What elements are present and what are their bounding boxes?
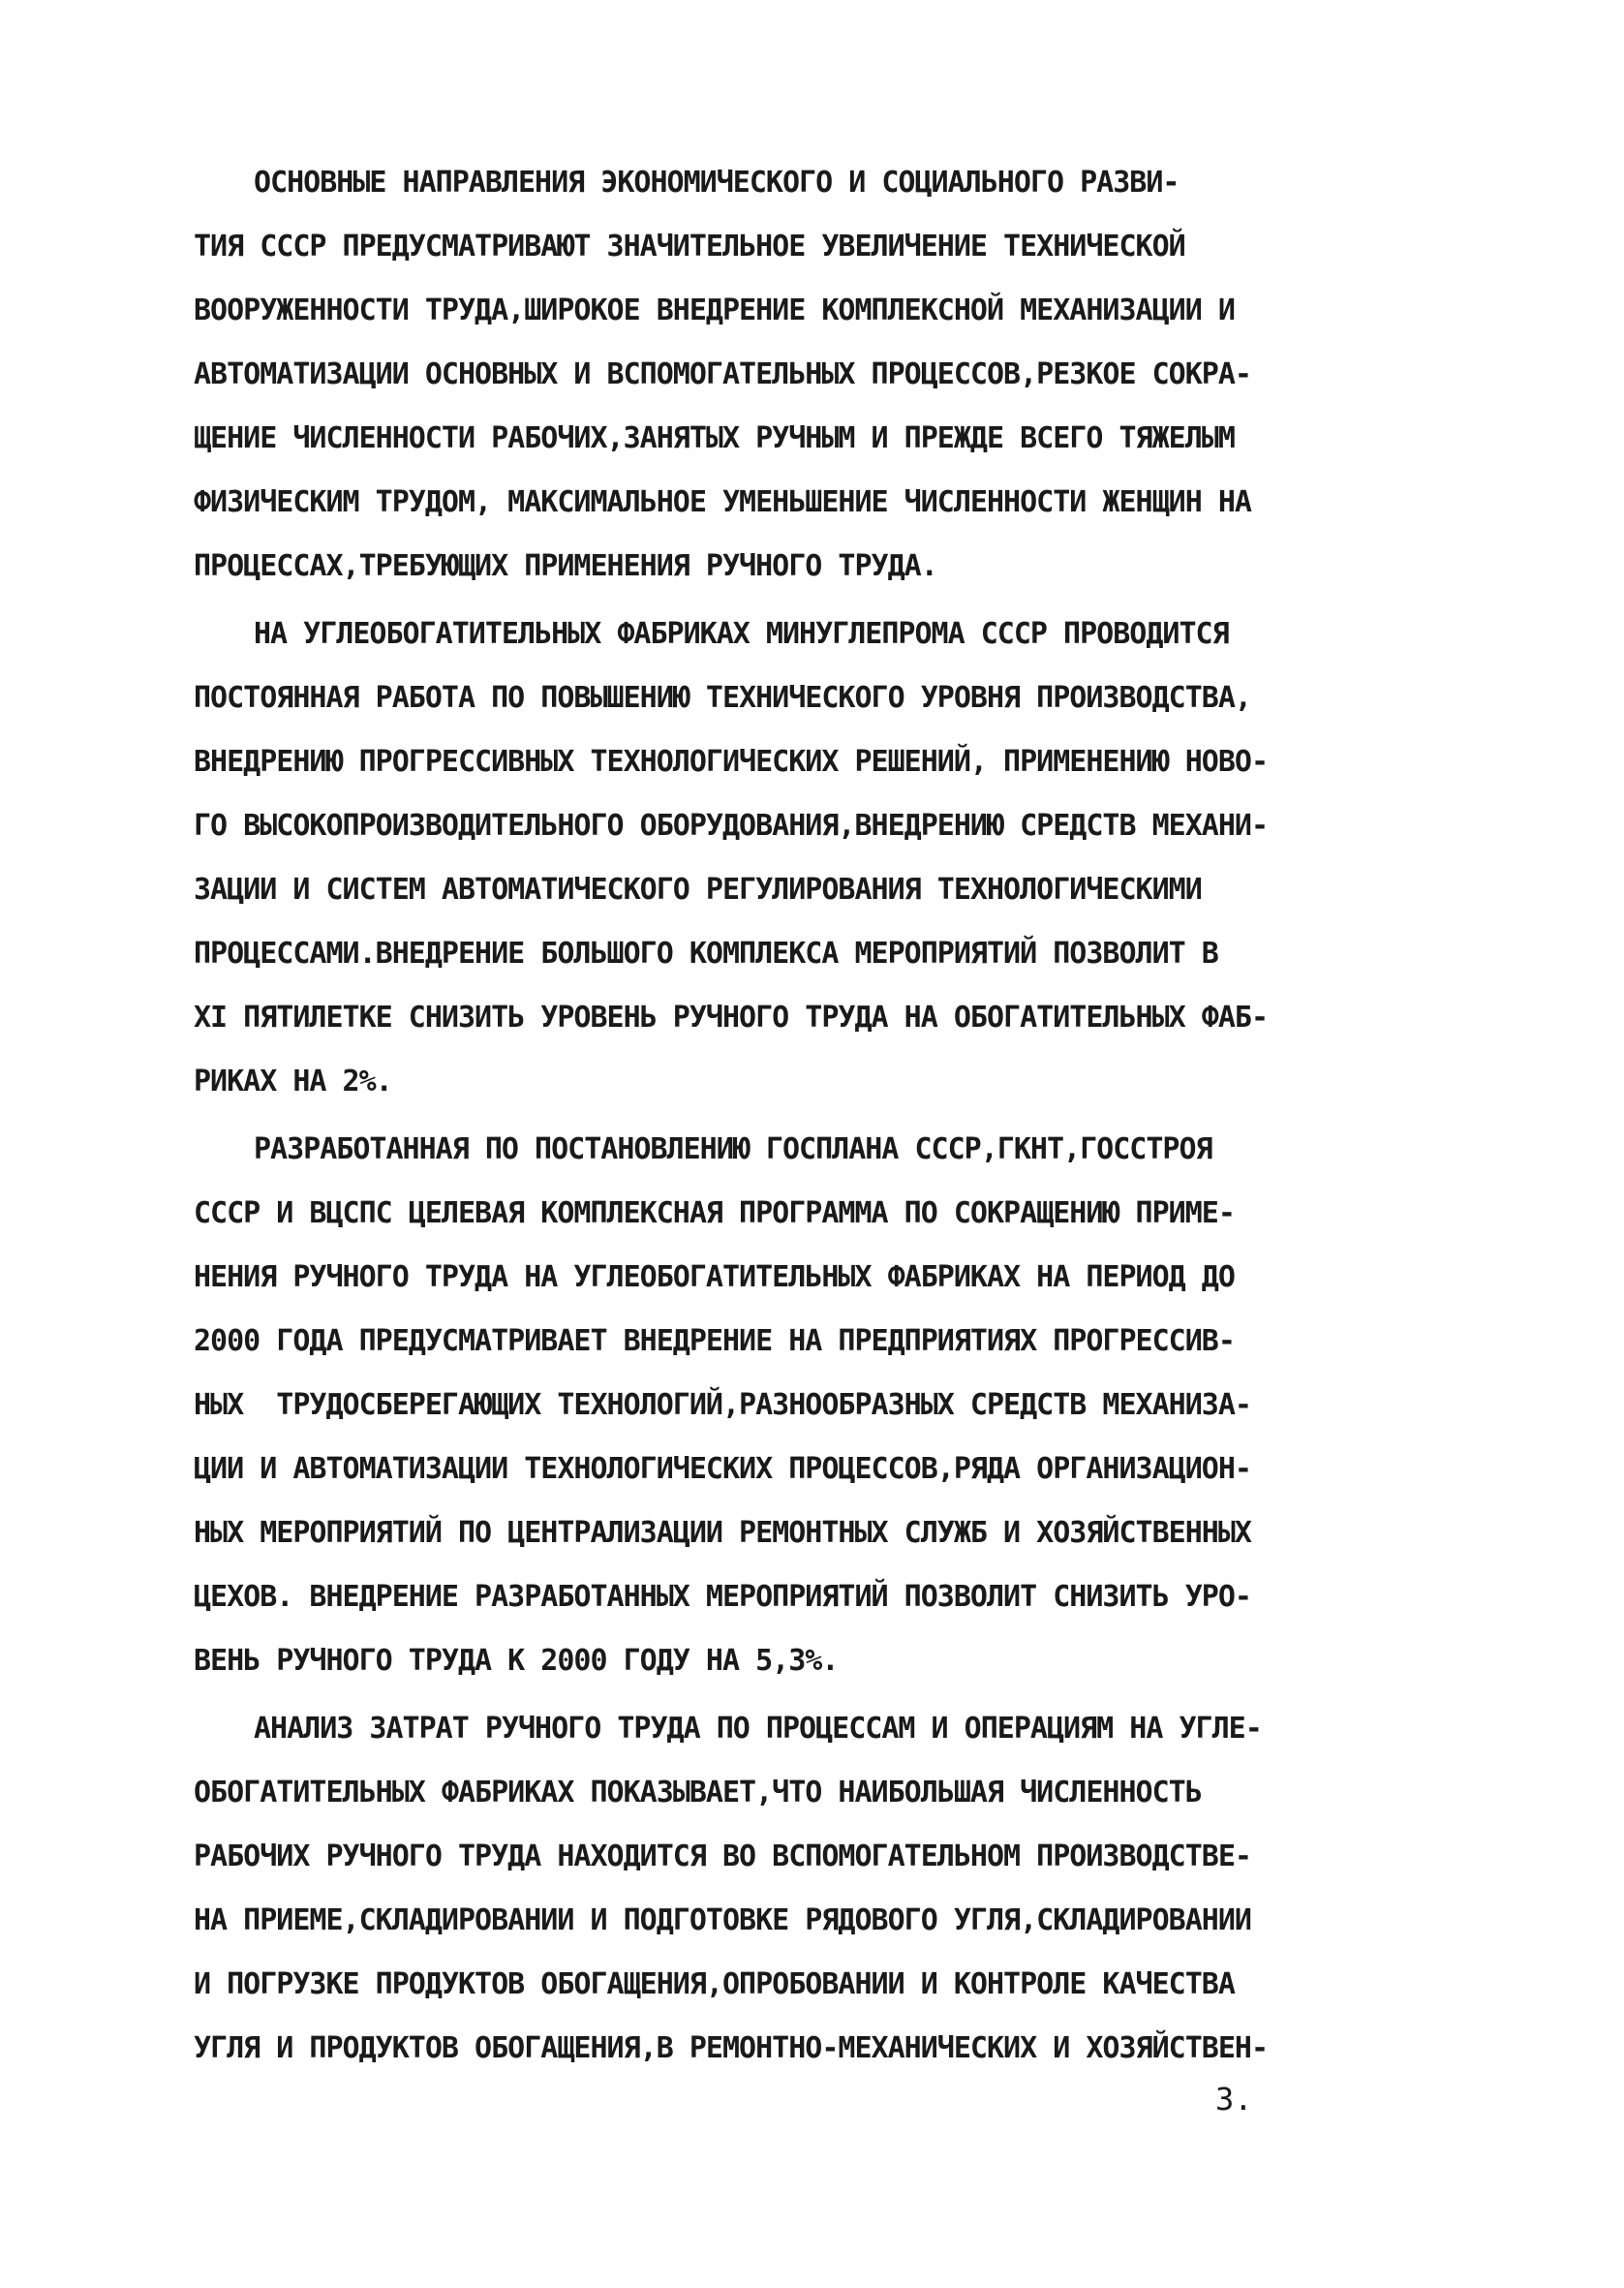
paragraph-line: ОСНОВНЫЕ НАПРАВЛЕНИЯ ЭКОНОМИЧЕСКОГО И СОЦИАЛЬНОГО РАЗВИ- bbox=[254, 166, 1180, 200]
paragraph-line: НЕНИЯ РУЧНОГО ТРУДА НА УГЛЕОБОГАТИТЕЛЬНЫХ ФАБРИКАХ НА ПЕРИОД ДО bbox=[194, 1260, 1235, 1294]
paragraph-line: НЫХ ТРУДОСБЕРЕГАЮЩИХ ТЕХНОЛОГИЙ,РАЗНООБРАЗНЫХ СРЕДСТВ МЕХАНИЗА- bbox=[194, 1388, 1251, 1422]
paragraph-line: НА ПРИЕМЕ,СКЛАДИРОВАНИИ И ПОДГОТОВКЕ РЯДОВОГО УГЛЯ,СКЛАДИРОВАНИИ bbox=[194, 1903, 1251, 1937]
paragraph-line: СССР И ВЦСПС ЦЕЛЕВАЯ КОМПЛЕКСНАЯ ПРОГРАММА ПО СОКРАЩЕНИЮ ПРИМЕ- bbox=[194, 1196, 1235, 1230]
paragraph-line: РИКАХ НА 2%. bbox=[194, 1065, 392, 1098]
paragraph-line: ПРОЦЕССАХ,ТРЕБУЮЩИХ ПРИМЕНЕНИЯ РУЧНОГО ТРУДА. bbox=[194, 549, 937, 583]
paragraph-line: ВООРУЖЕННОСТИ ТРУДА,ШИРОКОЕ ВНЕДРЕНИЕ КОМПЛЕКСНОЙ МЕХАНИЗАЦИИ И bbox=[194, 294, 1235, 327]
paragraph-line: РАБОЧИХ РУЧНОГО ТРУДА НАХОДИТСЯ ВО ВСПОМОГАТЕЛЬНОМ ПРОИЗВОДСТВЕ- bbox=[194, 1840, 1251, 1873]
paragraph-line: ВЕНЬ РУЧНОГО ТРУДА К 2000 ГОДУ НА 5,3%. bbox=[194, 1644, 839, 1678]
paragraph-line: РАЗРАБОТАННАЯ ПО ПОСТАНОВЛЕНИЮ ГОСПЛАНА СССР,ГКНТ,ГОССТРОЯ bbox=[254, 1132, 1212, 1166]
paragraph-line: ПРОЦЕССАМИ.ВНЕДРЕНИЕ БОЛЬШОГО КОМПЛЕКСА МЕРОПРИЯТИЙ ПОЗВОЛИТ В bbox=[194, 937, 1218, 971]
paragraph-line: ЦЕХОВ. ВНЕДРЕНИЕ РАЗРАБОТАННЫХ МЕРОПРИЯТИЙ ПОЗВОЛИТ СНИЗИТЬ УРО- bbox=[194, 1580, 1251, 1614]
page-number: 3. bbox=[1215, 2081, 1253, 2118]
paragraph-line: НА УГЛЕОБОГАТИТЕЛЬНЫХ ФАБРИКАХ МИНУГЛЕПРОМА СССР ПРОВОДИТСЯ bbox=[254, 617, 1229, 651]
paragraph-line: ГО ВЫСОКОПРОИЗВОДИТЕЛЬНОГО ОБОРУДОВАНИЯ,ВНЕДРЕНИЮ СРЕДСТВ МЕХАНИ- bbox=[194, 809, 1268, 843]
paragraph-line: ЗАЦИИ И СИСТЕМ АВТОМАТИЧЕСКОГО РЕГУЛИРОВАНИЯ ТЕХНОЛОГИЧЕСКИМИ bbox=[194, 873, 1202, 907]
paragraph-line: НЫХ МЕРОПРИЯТИЙ ПО ЦЕНТРАЛИЗАЦИИ РЕМОНТНЫХ СЛУЖБ И ХОЗЯЙСТВЕННЫХ bbox=[194, 1516, 1251, 1550]
paragraph-line: ПОСТОЯННАЯ РАБОТА ПО ПОВЫШЕНИЮ ТЕХНИЧЕСКОГО УРОВНЯ ПРОИЗВОДСТВА, bbox=[194, 681, 1251, 715]
paragraph-line: ОБОГАТИТЕЛЬНЫХ ФАБРИКАХ ПОКАЗЫВАЕТ,ЧТО НАИБОЛЬШАЯ ЧИСЛЕННОСТЬ bbox=[194, 1776, 1202, 1809]
paragraph-line: XI ПЯТИЛЕТКЕ СНИЗИТЬ УРОВЕНЬ РУЧНОГО ТРУДА НА ОБОГАТИТЕЛЬНЫХ ФАБ- bbox=[194, 1001, 1268, 1035]
paragraph-line: ФИЗИЧЕСКИМ ТРУДОМ, МАКСИМАЛЬНОЕ УМЕНЬШЕНИЕ ЧИСЛЕННОСТИ ЖЕНЩИН НА bbox=[194, 485, 1251, 519]
paragraph-line: УГЛЯ И ПРОДУКТОВ ОБОГАЩЕНИЯ,В РЕМОНТНО-МЕХАНИЧЕСКИХ И ХОЗЯЙСТВЕН- bbox=[194, 2031, 1268, 2065]
paragraph-line: АВТОМАТИЗАЦИИ ОСНОВНЫХ И ВСПОМОГАТЕЛЬНЫХ ПРОЦЕССОВ,РЕЗКОЕ СОКРА- bbox=[194, 357, 1251, 391]
paragraph-line: ТИЯ СССР ПРЕДУСМАТРИВАЮТ ЗНАЧИТЕЛЬНОЕ УВЕЛИЧЕНИЕ ТЕХНИЧЕСКОЙ bbox=[194, 230, 1185, 263]
paragraph-line: ЩЕНИЕ ЧИСЛЕННОСТИ РАБОЧИХ,ЗАНЯТЫХ РУЧНЫМ И ПРЕЖДЕ ВСЕГО ТЯЖЕЛЫМ bbox=[194, 421, 1235, 455]
paragraph-line: И ПОГРУЗКЕ ПРОДУКТОВ ОБОГАЩЕНИЯ,ОПРОБОВАНИИ И КОНТРОЛЕ КАЧЕСТВА bbox=[194, 1967, 1235, 2001]
paragraph-line: 2000 ГОДА ПРЕДУСМАТРИВАЕТ ВНЕДРЕНИЕ НА ПРЕДПРИЯТИЯХ ПРОГРЕССИВ- bbox=[194, 1324, 1235, 1358]
paragraph-line: ЦИИ И АВТОМАТИЗАЦИИ ТЕХНОЛОГИЧЕСКИХ ПРОЦЕССОВ,РЯДА ОРГАНИЗАЦИОН- bbox=[194, 1452, 1251, 1486]
paragraph-line: ВНЕДРЕНИЮ ПРОГРЕССИВНЫХ ТЕХНОЛОГИЧЕСКИХ РЕШЕНИЙ, ПРИМЕНЕНИЮ НОВО- bbox=[194, 745, 1268, 779]
paragraph-line: АНАЛИЗ ЗАТРАТ РУЧНОГО ТРУДА ПО ПРОЦЕССАМ И ОПЕРАЦИЯМ НА УГЛЕ- bbox=[254, 1712, 1262, 1746]
